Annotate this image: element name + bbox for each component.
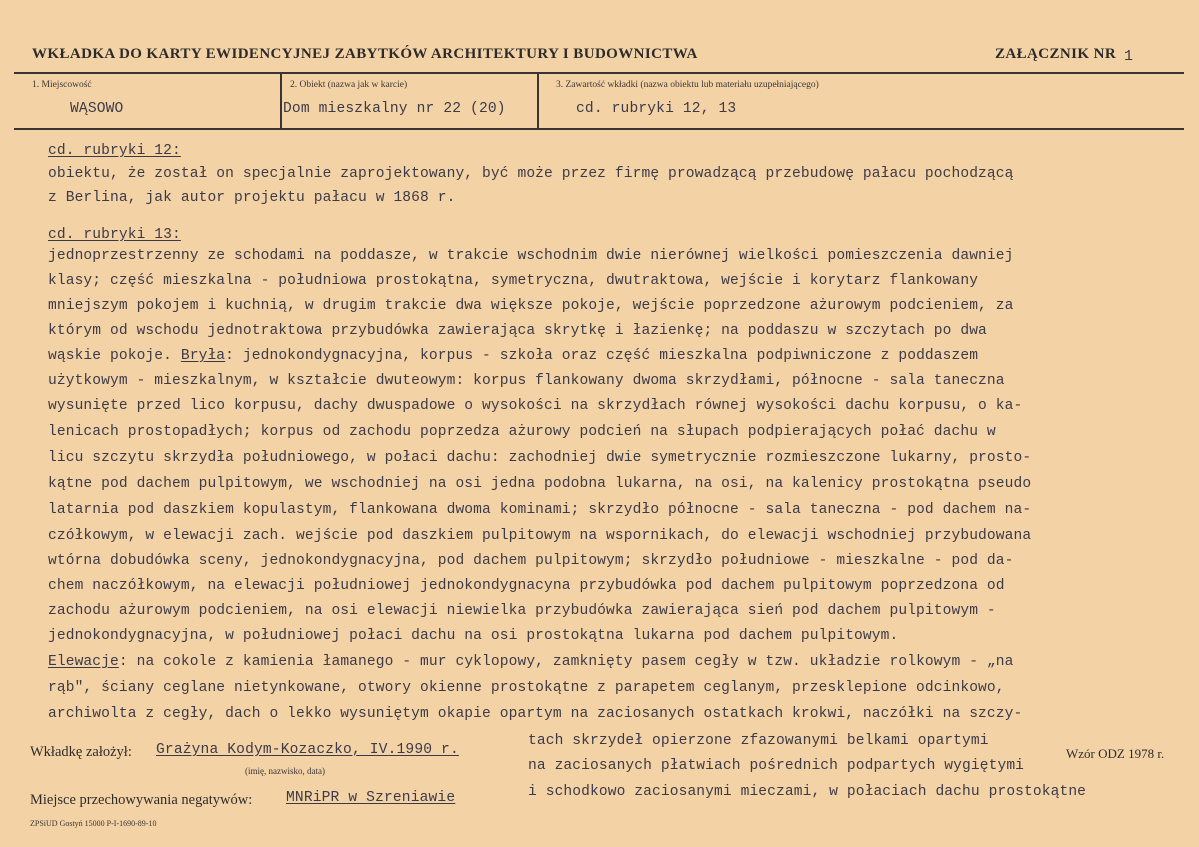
section-13-line-bryla xyxy=(48,348,978,364)
content-label: 3. Zawartość wkładki (nazwa obiektu lub materiału uzupełniającego) xyxy=(556,80,819,90)
section-13-line-start: wąskie pokoje. xyxy=(48,348,181,364)
section-13-heading: cd. rubryki 13: xyxy=(48,227,181,243)
object-value: Dom mieszkalny nr 22 (20) xyxy=(283,101,506,117)
form-code: Wzór ODZ 1978 r. xyxy=(1066,746,1165,761)
negatives-value: MNRiPR w Szreniawie xyxy=(286,790,456,806)
bryla-label: Bryła xyxy=(180,348,226,364)
founded-value: Grażyna Kodym-Kozaczko, IV.1990 r. xyxy=(156,742,459,758)
header-rule-top xyxy=(14,72,1184,74)
field-divider-1 xyxy=(280,74,282,128)
section-13-line: latarnia pod daszkiem kopulastym, flankowana dwoma kominami; skrzydło północne - sala taneczna - pod dachem na- xyxy=(48,502,1032,518)
tail-line: na zaciosanych płatwiach pośrednich podpartych wygiętymi xyxy=(528,758,1025,774)
printer-code: ZPSiUD Gostyń 15000 P-I-1690-89-10 xyxy=(30,819,157,828)
attachment-label: ZAŁĄCZNIK NR xyxy=(995,46,1117,62)
content-value: cd. rubryki 12, 13 xyxy=(576,101,737,117)
form-title: WKŁADKA DO KARTY EWIDENCYJNEJ ZABYTKÓW ARCHITEKTURY I BUDOWNICTWA xyxy=(32,46,698,62)
founded-caption: (imię, nazwisko, data) xyxy=(245,766,325,776)
section-12-heading: cd. rubryki 12: xyxy=(48,143,181,159)
locality-label: 1. Miejscowość xyxy=(32,80,92,90)
tail-line: i schodkowo zaciosanymi mieczami, w połaciach dachu prostokątne xyxy=(528,784,1087,800)
negatives-label: Miejsce przechowywania negatywów: xyxy=(30,792,253,808)
header-rule-bottom xyxy=(14,128,1184,130)
section-13-line: lenicach prostopadłych; korpus od zachodu poprzedza ażurowy podcień na słupach podpierających połać dachu w xyxy=(48,424,996,440)
section-13-line: jednokondygnacyjna, w południowej połaci dachu na osi prostokątna lukarna pod dachem pulpitowym. xyxy=(48,628,899,644)
elewacje-label: Elewacje xyxy=(48,654,119,670)
section-13-line: zachodu ażurowym podcieniem, na osi elewacji niewielka przybudówka zawierająca sień pod dachem pulpitowym - xyxy=(48,603,996,619)
section-13-line: wtórna dobudówka sceny, jednokondygnacyjna, pod dachem pulpitowym; skrzydło południowe - mieszkalne - pod da- xyxy=(48,553,1014,569)
section-13-line: wysunięte przed lico korpusu, dachy dwuspadowe o wysokości na skrzydłach równej wysokości dachu korpusu, o ka- xyxy=(48,398,1023,414)
section-13-line: mniejszym pokojem i kuchnią, w drugim trakcie dwa większe pokoje, wejście poprzedzone ażurowym podcieniem, za xyxy=(48,298,1014,314)
section-13-line: czółkowym, w elewacji zach. wejście pod daszkiem pulpitowym na wspornikach, do elewacji wschodniej przybudowana xyxy=(48,528,1032,544)
object-label: 2. Obiekt (nazwa jak w karcie) xyxy=(290,80,408,90)
section-13-line: klasy; część mieszkalna - południowa prostokątna, symetryczna, dwutraktowa, wejście i korytarz flankowany xyxy=(48,273,979,289)
bryla-rest: : jednokondygnacyjna, korpus - szkoła oraz część mieszkalna podpiwniczone z poddaszem xyxy=(225,348,979,364)
elewacje-line: rąb", ściany ceglane nietynkowane, otwory okienne prostokątne z parapetem ceglanym, przesklepione odcinkowo, xyxy=(48,680,1005,696)
founded-label: Wkładkę założył: xyxy=(30,744,132,760)
section-13-line: kątne pod dachem pulpitowym, we wschodniej na osi jedna podobna lukarna, na osi, na kalenicy prostokątna pseudo xyxy=(48,476,1032,492)
section-13-line: jednoprzestrzenny ze schodami na poddasze, w trakcie wschodnim dwie nierównej wielkości pomieszczenia dawniej xyxy=(48,248,1014,264)
elewacje-rest: : na cokole z kamienia łamanego - mur cyklopowy, zamknięty pasem cegły w tzw. układzie rolkowym - „na xyxy=(118,654,1014,670)
tail-line: tach skrzydeł opierzone zfazowanymi belkami opartymi xyxy=(528,733,989,749)
attachment-number: 1 xyxy=(1124,48,1134,65)
section-13-line: licu szczytu skrzydła południowego, w połaci dachu: zachodniej dwie symetrycznie rozmieszczone lukarny, prosto- xyxy=(48,450,1032,466)
section-12-line: z Berlina, jak autor projektu pałacu w 1868 r. xyxy=(48,190,456,206)
section-13-line: użytkowym - mieszkalnym, w kształcie dwuteowym: korpus flankowany dwoma skrzydłami, północne - sala taneczna xyxy=(48,373,1005,389)
section-13-line: którym od wschodu jednotraktowa przybudówka zawierająca skrytkę i łazienkę; na poddaszu w szczytach po dwa xyxy=(48,323,987,339)
section-12-line: obiektu, że został on specjalnie zaprojektowany, być może przez firmę prowadzącą przebudowę pałacu pochodzącą xyxy=(48,166,1014,182)
locality-value: WĄSOWO xyxy=(70,101,124,117)
elewacje-line: archiwolta z cegły, dach o lekko wysuniętym okapie opartym na zaciosanych ostatkach krokwi, naczółki na szczy- xyxy=(48,706,1023,722)
field-divider-2 xyxy=(537,74,539,128)
elewacje-line xyxy=(48,654,1014,670)
section-13-line: chem naczółkowym, na elewacji południowej jednokondygnacyna przybudówka pod dachem pulpitowym poprzedzona od xyxy=(48,578,1005,594)
